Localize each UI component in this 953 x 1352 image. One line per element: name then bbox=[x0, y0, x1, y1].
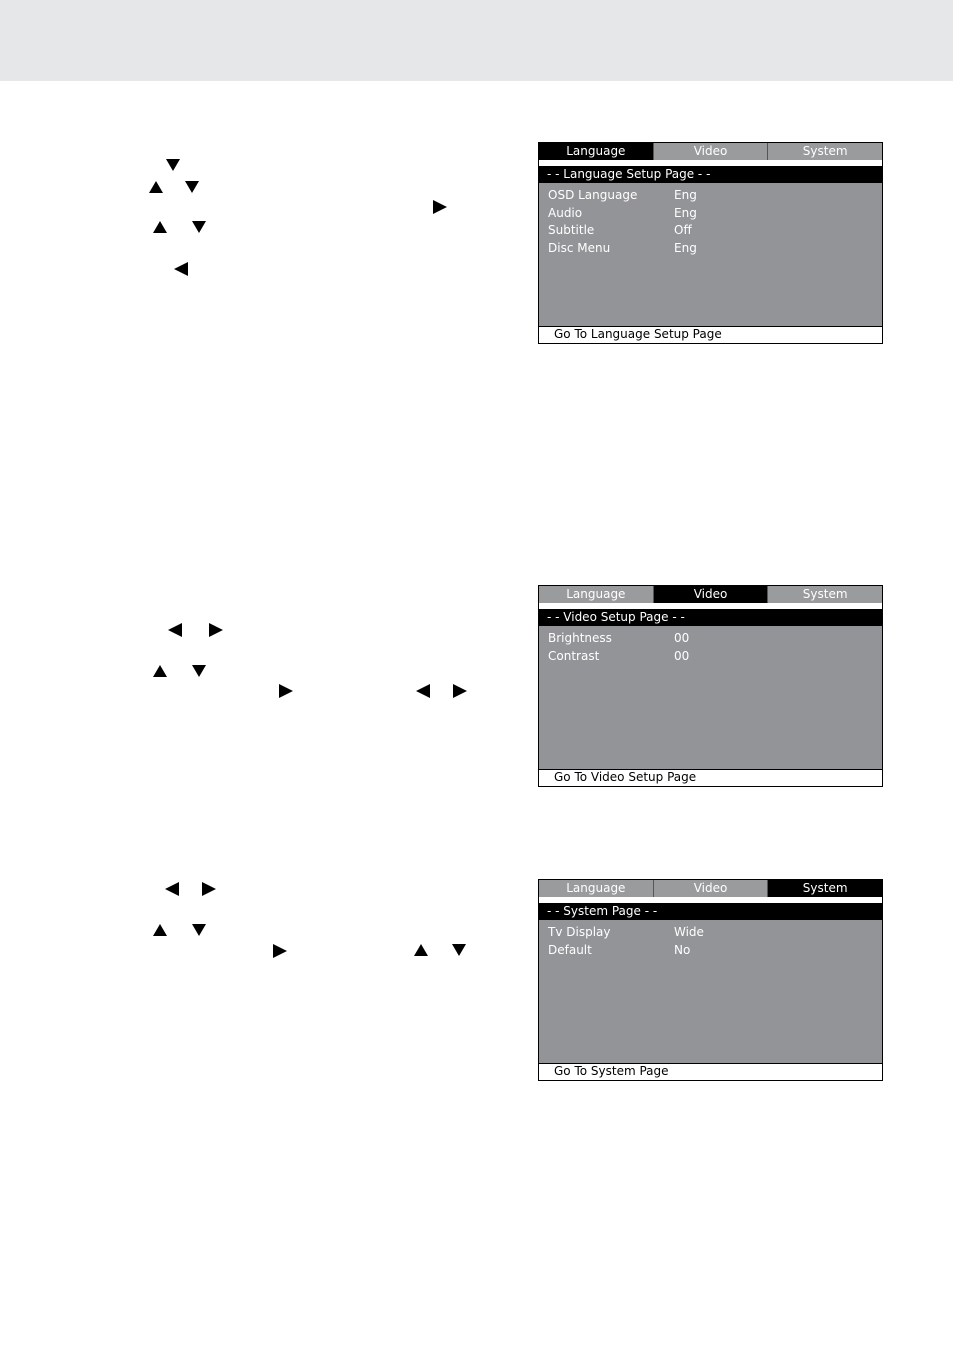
tab-language[interactable]: Language bbox=[539, 143, 654, 160]
setting-value: Eng bbox=[674, 241, 697, 255]
arrow-down-icon bbox=[192, 665, 206, 677]
system-setup-screen bbox=[538, 879, 883, 1081]
arrow-up-icon bbox=[149, 181, 163, 193]
tab-video[interactable]: Video bbox=[654, 586, 769, 603]
arrow-right-icon bbox=[209, 623, 223, 637]
setting-label: Audio bbox=[548, 206, 583, 220]
arrow-left-icon bbox=[165, 882, 179, 896]
setting-value: 00 bbox=[674, 631, 690, 645]
status-footer: Go To Language Setup Page bbox=[539, 326, 882, 343]
arrow-left-icon bbox=[168, 623, 182, 637]
settings-list bbox=[539, 920, 882, 1063]
arrow-up-icon bbox=[414, 944, 428, 956]
settings-list bbox=[539, 183, 882, 326]
setting-value: Eng bbox=[674, 206, 697, 220]
arrow-right-icon bbox=[273, 944, 287, 958]
video-setup-screen bbox=[538, 585, 883, 787]
tab-video[interactable]: Video bbox=[654, 143, 769, 160]
status-footer: Go To System Page bbox=[539, 1063, 882, 1080]
arrow-down-icon bbox=[192, 924, 206, 936]
language-setup-screen bbox=[538, 142, 883, 344]
header-band bbox=[0, 0, 953, 81]
arrow-up-icon bbox=[153, 924, 167, 936]
setting-label: Tv Display bbox=[548, 925, 611, 939]
setting-label: Default bbox=[548, 943, 592, 957]
setting-row-subtitle[interactable] bbox=[548, 221, 868, 239]
page-title: - - System Page - - bbox=[539, 903, 882, 920]
page-title: - - Video Setup Page - - bbox=[539, 609, 882, 626]
page-title: - - Language Setup Page - - bbox=[539, 166, 882, 183]
arrow-right-icon bbox=[279, 684, 293, 698]
arrow-left-icon bbox=[416, 684, 430, 698]
setting-label: OSD Language bbox=[548, 188, 638, 202]
arrow-up-icon bbox=[153, 665, 167, 677]
tab-system[interactable]: System bbox=[802, 587, 848, 601]
arrow-down-icon bbox=[192, 221, 206, 233]
setting-value: Wide bbox=[674, 925, 704, 939]
setting-value: Eng bbox=[674, 188, 697, 202]
tab-language[interactable]: Language bbox=[539, 586, 654, 603]
arrow-right-icon bbox=[433, 200, 447, 214]
setting-value: 00 bbox=[674, 649, 690, 663]
osd-tab-bar bbox=[539, 586, 882, 603]
osd-tab-bar bbox=[539, 880, 882, 897]
arrow-up-icon bbox=[153, 221, 167, 233]
status-footer: Go To Video Setup Page bbox=[539, 769, 882, 786]
tab-language[interactable]: Language bbox=[539, 880, 654, 897]
arrow-right-icon bbox=[202, 882, 216, 896]
arrow-right-icon bbox=[453, 684, 467, 698]
setting-row-contrast[interactable] bbox=[548, 647, 868, 665]
setting-row-disc-menu[interactable] bbox=[548, 239, 868, 257]
arrow-down-icon bbox=[185, 181, 199, 193]
arrow-down-icon bbox=[166, 159, 180, 171]
tab-video[interactable]: Video bbox=[654, 880, 769, 897]
setting-label: Contrast bbox=[548, 649, 600, 663]
setting-row-osd-language[interactable] bbox=[548, 186, 868, 204]
setting-label: Subtitle bbox=[548, 223, 595, 237]
setting-row-audio[interactable] bbox=[548, 204, 868, 222]
osd-tab-bar bbox=[539, 143, 882, 160]
setting-label: Disc Menu bbox=[548, 241, 611, 255]
tab-system[interactable]: System bbox=[768, 880, 882, 897]
setting-value: No bbox=[674, 943, 691, 957]
setting-value: Off bbox=[674, 223, 692, 237]
arrow-left-icon bbox=[174, 262, 188, 276]
setting-label: Brightness bbox=[548, 631, 612, 645]
settings-list bbox=[539, 626, 882, 769]
arrow-down-icon bbox=[452, 944, 466, 956]
setting-row-brightness[interactable] bbox=[548, 629, 868, 647]
setting-row-tv-display[interactable] bbox=[548, 923, 868, 941]
setting-row-default[interactable] bbox=[548, 941, 868, 959]
tab-system[interactable]: System bbox=[802, 144, 848, 158]
